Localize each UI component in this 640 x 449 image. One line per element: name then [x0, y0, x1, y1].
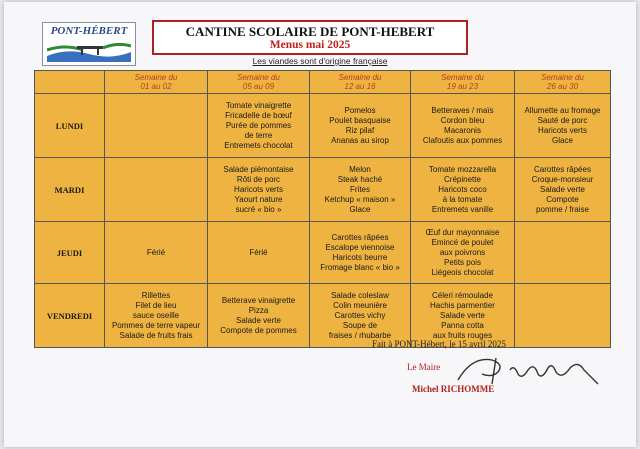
day-label: MARDI	[35, 158, 105, 222]
menu-item: sauce oseille	[132, 310, 180, 320]
day-label: LUNDI	[35, 94, 105, 158]
menu-item: Tomate mozzarella	[428, 164, 497, 174]
day-label: VENDREDI	[35, 284, 105, 348]
menu-item: aux poivrons	[439, 247, 486, 257]
menu-item: Glace	[349, 204, 371, 214]
signing-date: Fait à PONT-Hébert, le 15 avril 2025	[372, 339, 506, 349]
menu-item: Salade verte	[236, 315, 281, 325]
title-box	[152, 20, 468, 55]
menu-cell	[208, 284, 310, 348]
menu-item: Pommes de terre vapeur	[111, 320, 201, 330]
menu-cell	[105, 222, 208, 284]
menu-item: Entremets chocolat	[224, 140, 293, 150]
page-subtitle: Menus mai 2025	[269, 39, 351, 51]
menu-item: Haricots verts	[234, 184, 283, 194]
document-page	[4, 2, 636, 447]
menu-item: Rôti de porc	[236, 174, 281, 184]
menu-item: Salade verte	[440, 310, 485, 320]
menu-item: Œuf dur mayonnaise	[425, 227, 500, 237]
menu-item: Carottes râpées	[331, 232, 389, 242]
menu-item: Compote	[546, 194, 579, 204]
menu-cell	[411, 158, 515, 222]
week-header: Semaine du 01 au 02	[105, 71, 208, 94]
menu-item: Escalope viennoise	[325, 242, 395, 252]
week-header: Semaine du 26 au 30	[515, 71, 611, 94]
menu-item: Pizza	[248, 305, 269, 315]
menu-item: Steak haché	[337, 174, 383, 184]
menu-cell	[515, 284, 611, 348]
menu-item: Riz pilaf	[345, 125, 375, 135]
menu-item: Poulet basquaise	[329, 115, 391, 125]
menu-item: Salade verte	[540, 184, 585, 194]
menu-item: Fricadelle de bœuf	[225, 110, 292, 120]
menu-item: Entremets vanille	[431, 204, 494, 214]
menu-cell	[411, 284, 515, 348]
menu-item: Purée de pommes	[225, 120, 292, 130]
menu-item: Soupe de	[342, 320, 378, 330]
mayor-name: Michel RICHOMME	[412, 384, 495, 394]
menu-item: Petits pois	[444, 257, 481, 267]
menu-item: Salade piémontaise	[223, 164, 294, 174]
menu-cell	[515, 158, 611, 222]
week-header-row	[35, 71, 611, 94]
week-header: Semaine du 12 au 16	[310, 71, 411, 94]
menu-item: Colin meunière	[333, 300, 387, 310]
menu-item: Haricots beurre	[332, 252, 388, 262]
menu-item: Melon	[349, 164, 371, 174]
menu-cell	[411, 94, 515, 158]
menu-item: de terre	[244, 130, 273, 140]
menu-item: Ketchup « maison »	[324, 194, 396, 204]
menu-item: Liégeois chocolat	[431, 267, 494, 277]
week-header: Semaine du 19 au 23	[411, 71, 515, 94]
menu-cell	[105, 158, 208, 222]
menu-item: Haricots coco	[438, 184, 487, 194]
menu-row-lundi	[35, 94, 611, 158]
menu-item: Frites	[350, 184, 370, 194]
menu-row-vendredi	[35, 284, 611, 348]
menu-item: Céleri rémoulade	[432, 290, 493, 300]
menu-item: Cordon bleu	[440, 115, 485, 125]
meat-origin-note: Les viandes sont d'origine française	[252, 56, 388, 66]
menu-item: Clafoutis aux pommes	[422, 135, 503, 145]
empty-corner-cell	[35, 71, 105, 94]
menu-item: Salade de fruits frais	[119, 330, 193, 340]
menu-item: Panna cotta	[441, 320, 484, 330]
page-title: CANTINE SCOLAIRE DE PONT-HEBERT	[185, 24, 435, 39]
menu-cell	[105, 94, 208, 158]
menu-item: Glace	[552, 135, 573, 145]
menu-item: Salade coleslaw	[331, 290, 389, 300]
menu-row-mardi	[35, 158, 611, 222]
menu-item: Ananas au sirop	[331, 135, 389, 145]
menu-item: Fromage blanc « bio »	[320, 262, 400, 272]
menu-item: Yaourt nature	[234, 194, 283, 204]
logo-text: PONT-HÉBERT	[50, 25, 128, 37]
menu-cell	[515, 94, 611, 158]
menu-item: Crépinette	[444, 174, 481, 184]
menu-item: Tomate vinaigrette	[225, 100, 292, 110]
menu-cell	[105, 284, 208, 348]
menu-item: Allumette au fromage	[524, 105, 601, 115]
menu-cell	[310, 158, 411, 222]
menu-item: Betteraves / maïs	[431, 105, 494, 115]
menu-cell	[310, 222, 411, 284]
menu-cell	[208, 158, 310, 222]
menu-item: à la tomate	[442, 194, 483, 204]
menu-row-jeudi	[35, 222, 611, 284]
menu-item: Rillettes	[141, 290, 171, 300]
menu-item: fraises / rhubarbe	[328, 330, 392, 340]
menu-cell	[310, 94, 411, 158]
week-header: Semaine du 05 au 09	[208, 71, 310, 94]
menu-item: Macaronis	[444, 125, 481, 135]
menu-item: pomme / fraise	[536, 204, 589, 214]
menu-cell	[208, 94, 310, 158]
day-label: JEUDI	[35, 222, 105, 284]
menu-item: Croque-monsieur	[531, 174, 594, 184]
menu-item: Emincé de poulet	[431, 237, 494, 247]
mayor-label: Le Maire	[407, 362, 441, 372]
menu-item: Férié	[249, 247, 268, 257]
menu-item: Haricots verts	[538, 125, 587, 135]
menu-cell	[411, 222, 515, 284]
menu-cell	[208, 222, 310, 284]
menu-cell	[515, 222, 611, 284]
menu-item: Compote de pommes	[220, 325, 297, 335]
menu-item: Férié	[146, 247, 166, 257]
menu-item: sucré « bio »	[235, 204, 282, 214]
menu-item: Carottes râpées	[534, 164, 591, 174]
menu-item: Hachis parmentier	[430, 300, 495, 310]
menu-item: aux fruits rouges	[432, 330, 493, 340]
menu-cell	[310, 284, 411, 348]
menu-item: Pomelos	[344, 105, 376, 115]
menu-item: Sauté de porc	[537, 115, 588, 125]
menu-table	[34, 70, 611, 348]
menu-item: Filet de lieu	[135, 300, 177, 310]
menu-item: Carottes vichy	[334, 310, 386, 320]
menu-item: Betterave vinaigrette	[221, 295, 296, 305]
